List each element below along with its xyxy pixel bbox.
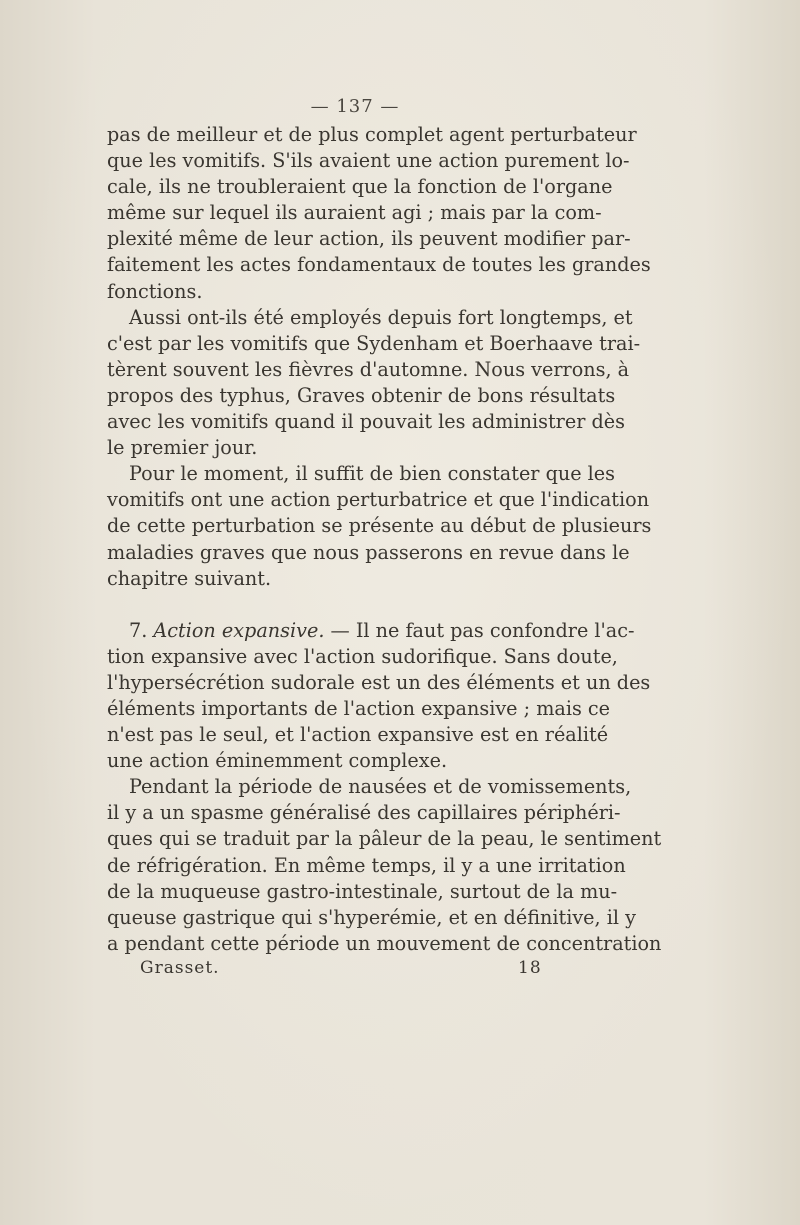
- text-line: éléments importants de l'action expansive ; mais ce: [107, 696, 611, 720]
- footer-author: Grasset.: [140, 958, 220, 978]
- text-line: l'hypersécrétion sudorale est un des éléments et un des: [107, 670, 651, 694]
- text-line: n'est pas le seul, et l'action expansive est en réalité: [107, 723, 609, 747]
- text-line: plexité même de leur action, ils peuvent modifier par-: [107, 227, 631, 251]
- text-line: Pendant la période de nausées et de vomissements,: [129, 775, 632, 799]
- text-line: [107, 618, 635, 644]
- paragraph-5: [107, 774, 662, 957]
- paragraph-1: [107, 122, 651, 305]
- text-line: Aussi ont-ils été employés depuis fort longtemps, et: [129, 305, 633, 329]
- text-line: ques qui se traduit par la pâleur de la peau, le sentiment: [107, 827, 662, 851]
- section-heading: Action expansive.: [153, 618, 325, 642]
- footer-signature-number: 18: [518, 958, 542, 978]
- section-number: 7.: [129, 618, 148, 642]
- text-line: tion expansive avec l'action sudorifique. Sans doute,: [107, 644, 618, 668]
- text-line: pas de meilleur et de plus complet agent perturbateur: [107, 123, 637, 146]
- paragraph-2: [107, 305, 641, 462]
- text-line: vomitifs ont une action perturbatrice et que l'indication: [107, 488, 650, 512]
- text-line: chapitre suivant.: [107, 566, 272, 590]
- paragraph-3: [107, 461, 652, 591]
- text-line: c'est par les vomitifs que Sydenham et Boerhaave trai-: [107, 331, 641, 355]
- text-line: de réfrigération. En même temps, il y a une irritation: [107, 853, 626, 877]
- text-line: fonctions.: [107, 279, 203, 303]
- page-number: — 137 —: [310, 96, 400, 117]
- text-line: maladies graves que nous passerons en revue dans le: [107, 540, 630, 564]
- text-line: cale, ils ne troubleraient que la fonction de l'organe: [107, 175, 613, 199]
- body-text: [107, 122, 662, 957]
- paragraph-4: [107, 618, 651, 775]
- text-line: le premier jour.: [107, 436, 258, 460]
- text-line: propos des typhus, Graves obtenir de bons résultats: [107, 383, 616, 407]
- text-line: faitement les actes fondamentaux de toutes les grandes: [107, 253, 651, 277]
- text-line: que les vomitifs. S'ils avaient une action purement lo-: [107, 149, 630, 173]
- text-line: de la muqueuse gastro-intestinale, surtout de la mu-: [107, 879, 618, 903]
- text-line: tèrent souvent les fièvres d'automne. Nous verrons, à: [107, 357, 630, 381]
- text-line: une action éminemment complexe.: [107, 749, 448, 773]
- text-line: de cette perturbation se présente au début de plusieurs: [107, 514, 652, 538]
- text-line: même sur lequel ils auraient agi ; mais par la com-: [107, 201, 602, 225]
- page-footer: [0, 958, 800, 984]
- text-line: queuse gastrique qui s'hyperémie, et en définitive, il y: [107, 905, 636, 929]
- text-line: avec les vomitifs quand il pouvait les administrer dès: [107, 410, 625, 434]
- section-gap: [107, 592, 587, 618]
- text-line: il y a un spasme généralisé des capillaires périphéri-: [107, 801, 621, 825]
- text-line-rest: — Il ne faut pas confondre l'ac-: [330, 618, 635, 642]
- text-line: a pendant cette période un mouvement de concentration: [107, 931, 662, 955]
- text-line: Pour le moment, il suffit de bien constater que les: [129, 462, 616, 486]
